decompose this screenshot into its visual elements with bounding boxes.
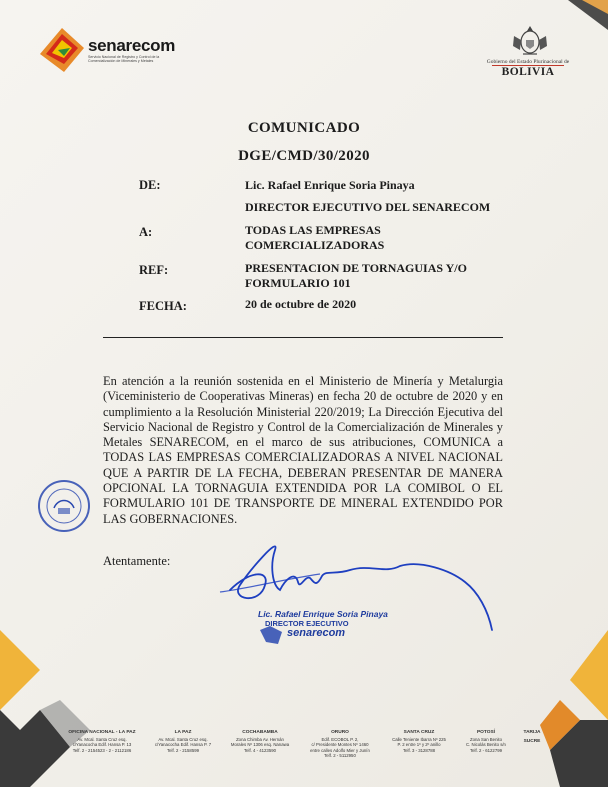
office-name: TARIJA (523, 730, 541, 735)
country-name: BOLIVIA (501, 66, 555, 78)
signature-role: DIRECTOR EJECUTIVO (265, 619, 349, 628)
field-value-fecha: 20 de octubre de 2020 (245, 297, 357, 311)
office-address-line: Edif. ECOBOL P. 2, (321, 737, 359, 742)
body-paragraph: En atención a la reunión sostenida en el Ministerio de Minería y Metalurgia (Viceministerio de Cooperativas Mineras) en fecha 20 de octubre de 2020 y en cumplimiento a la Resolución Ministerial 220/2019; La Dirección Ejecutiva del Servicio Nacional de Registro y Control de la Comercialización de Minerales y Metales SENARECOM, en el marco de sus atribuciones, COMUNICA a TODAS LAS EMPRESAS COMERCIALIZADORAS A NIVEL NACIONAL QUE A PARTIR DE LA FECHA, DEBERAN PRESENTAR DE MANERA OPCIONAL LA TORNAGUIA EXTENDIDA POR LA COMIBOL O EL FORMULARIO 101 DE TRANSPORTE DE MINERAL EXTENDIDO POR LAS GOBERNACIONES. (103, 374, 503, 526)
office-address-line: Calle Teniente Ibarra Nº 225 (392, 737, 446, 742)
field-label-ref: REF: (139, 263, 169, 277)
office-name: OFICINA NACIONAL - LA PAZ (68, 730, 136, 735)
office-oruro (300, 730, 380, 758)
field-value-de: Lic. Rafael Enrique Soria Pinaya (245, 178, 415, 192)
office-address-line: P. 2 entre 1º y 2º anillo (397, 742, 441, 748)
office-address-line: Zona Chimba Av. Hernán (236, 737, 284, 742)
office-address-line: Telf. 2 - 2154523 - 2 - 2112186 (72, 747, 132, 753)
top-right-corner-decoration (548, 0, 608, 40)
office-tarija (516, 730, 548, 746)
official-stamp-icon (36, 478, 92, 534)
office-name: ORURO (331, 730, 349, 735)
logo-subtitle: Servicio Nacional de Registro y Control de la Comercialización de Minerales y Metales (88, 55, 160, 64)
office-address-line: Morales Nº 1306 esq. Nanawa (230, 742, 290, 748)
document-title: COMUNICADO (247, 120, 361, 136)
office-cochabamba (222, 730, 298, 753)
office-address-line: entre calles Adolfo Mier y Junín (310, 747, 370, 753)
office-name: COCHABAMBA (242, 730, 278, 735)
bottom-right-corner-decoration (540, 610, 608, 787)
office-address-line: Telf. 2 - 2158599 (166, 747, 199, 753)
logo-name: senarecom (88, 36, 176, 55)
field-label-fecha: FECHA: (139, 299, 187, 313)
office-address-line: C. Nicolás Benito s/n (466, 742, 506, 748)
office-address-line: Telf. 2 - 5112950 (324, 752, 356, 758)
office-santa-cruz (382, 730, 456, 753)
office-address-line: Telf. 3 - 3128788 (402, 747, 435, 753)
field-value-a-line2: COMERCIALIZADORAS (245, 238, 385, 252)
office-address-line: Av. Mcal. Santa Cruz esq. (158, 737, 208, 742)
office-name: SANTA CRUZ (403, 730, 435, 735)
office-address-line: Telf. 4 - 4123590 (243, 747, 276, 753)
separator-line (103, 337, 503, 338)
field-value-a-line1: TODAS LAS EMPRESAS (245, 223, 381, 237)
office-address-line: Zona San Benito (469, 737, 502, 742)
field-label-de: DE: (139, 178, 161, 192)
office-address-line: c/Yanacocha Edif. Hansa P. 7 (154, 742, 212, 748)
office-name-sucre: SUCRE (523, 739, 541, 744)
government-line: Gobierno del Estado Plurinacional de (486, 59, 570, 65)
office-name: POTOSÍ (476, 730, 496, 735)
signature-name: Lic. Rafael Enrique Soria Pinaya (258, 609, 388, 619)
office-address-line: c/ Presidente Montes Nº 1460 (311, 742, 369, 748)
signature-org: senarecom (287, 627, 346, 639)
office-name: LA PAZ (174, 730, 192, 735)
field-value-ref-line1: PRESENTACION DE TORNAGUIAS Y/O (245, 261, 467, 275)
coat-of-arms-icon (510, 24, 550, 58)
office-potosi (458, 730, 514, 753)
field-label-a: A: (139, 225, 153, 239)
office-address-line: c/Yanacocha Edif. Hansa P. 13 (72, 742, 132, 748)
office-address-line: Telf. 2 - 6122799 (469, 747, 502, 753)
field-value-cargo: DIRECTOR EJECUTIVO DEL SENARECOM (245, 200, 491, 214)
office-la-paz (146, 730, 220, 753)
document-code: DGE/CMD/30/2020 (238, 148, 370, 164)
office-address-line: Av. Mcal. Santa Cruz esq. (77, 737, 127, 742)
field-value-ref-line2: FORMULARIO 101 (245, 276, 351, 290)
closing-text: Atentamente: (103, 554, 171, 568)
footer-offices (62, 730, 548, 770)
office-nacional-la-paz (62, 730, 142, 753)
